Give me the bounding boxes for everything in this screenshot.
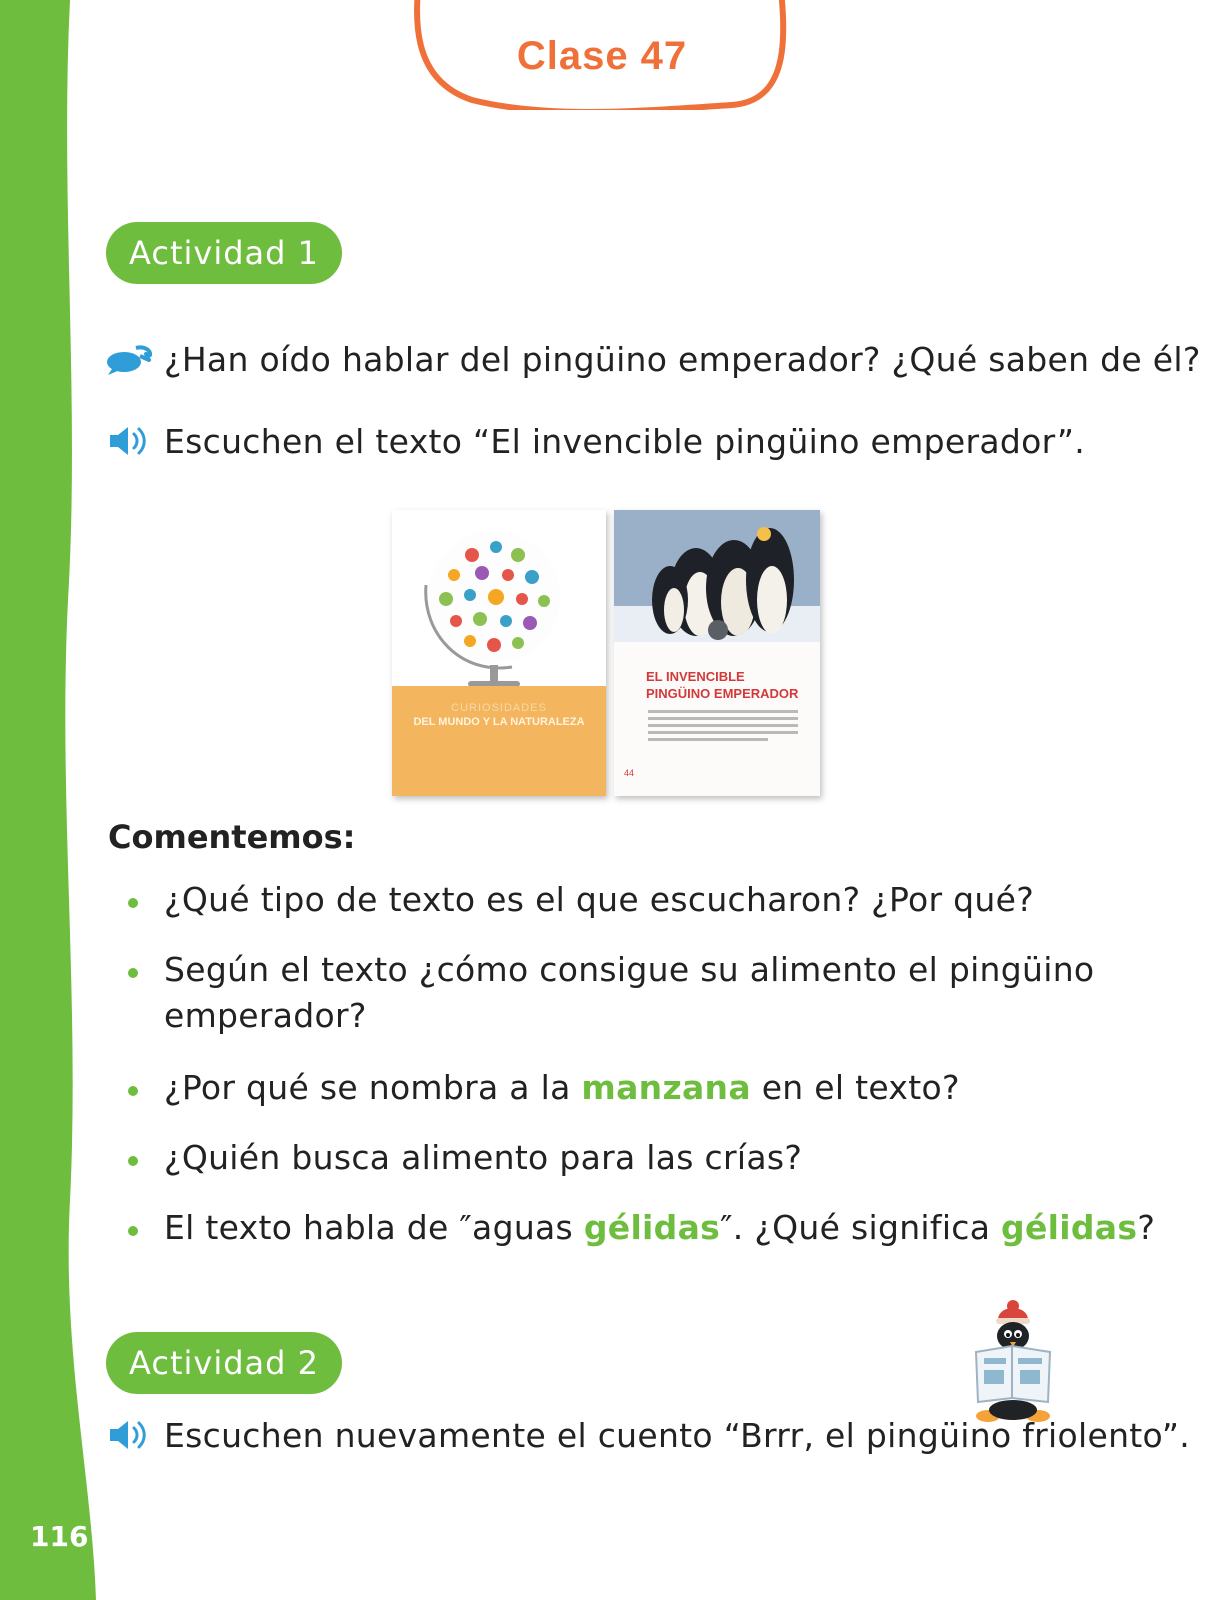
- class-title: Clase 47: [516, 34, 688, 78]
- bullet: [128, 1226, 138, 1236]
- discussion-heading: Comentemos:: [108, 818, 356, 856]
- talk-bubbles-icon: [106, 342, 152, 376]
- page-article-title: EL INVENCIBLE PINGÜINO EMPERADOR: [646, 669, 799, 701]
- bullet: [128, 1086, 138, 1096]
- speaker-icon: [106, 424, 150, 458]
- book-page-number: 44: [624, 768, 635, 778]
- bullet: [128, 968, 138, 978]
- activity-1-listen-instruction: Escuchen el texto “El invencible pingüino emperador”.: [164, 422, 1086, 461]
- discussion-question-2-line-1: Según el texto ¿cómo consigue su alimento el pingüino: [164, 950, 1095, 989]
- cover-title-line-1: CURIOSIDADES: [451, 702, 547, 714]
- discussion-question-1: ¿Qué tipo de texto es el que escucharon? ¿Por qué?: [164, 880, 1035, 919]
- discussion-question-4: ¿Quién busca alimento para las crías?: [164, 1138, 803, 1177]
- activity-1-label: Actividad 1: [106, 222, 342, 284]
- discussion-question-3: ¿Por qué se nombra a la manzana en el texto?: [164, 1068, 960, 1107]
- discussion-question-5: El texto habla de ″aguas gélidas″. ¿Qué significa gélidas?: [164, 1208, 1156, 1247]
- bullet: [128, 1156, 138, 1166]
- penguin-reading-illustration: [968, 1298, 1058, 1432]
- page-number: 116: [30, 1520, 89, 1553]
- page-body-text-lines: [614, 706, 820, 766]
- penguins-photo: [614, 510, 820, 642]
- globe-illustration: [412, 525, 586, 695]
- activity-2-listen-instruction: Escuchen nuevamente el cuento “Brrr, el pingüino friolento”.: [164, 1416, 1191, 1455]
- activity-2-label: Actividad 2: [106, 1332, 342, 1394]
- highlighted-word-gelidas: gélidas: [1001, 1208, 1138, 1247]
- book-page-image: [614, 510, 820, 796]
- highlighted-word-manzana: manzana: [581, 1068, 751, 1107]
- book-cover-image: [392, 510, 606, 796]
- activity-1-question: ¿Han oído hablar del pingüino emperador? ¿Qué saben de él?: [164, 340, 1201, 379]
- cover-title-line-2: DEL MUNDO Y LA NATURALEZA: [413, 716, 585, 728]
- bullet: [128, 898, 138, 908]
- speaker-icon: [106, 1418, 150, 1452]
- discussion-question-2-line-2: emperador?: [164, 996, 367, 1035]
- highlighted-word-gelidas: gélidas: [583, 1208, 721, 1247]
- left-margin-band: [0, 0, 100, 1600]
